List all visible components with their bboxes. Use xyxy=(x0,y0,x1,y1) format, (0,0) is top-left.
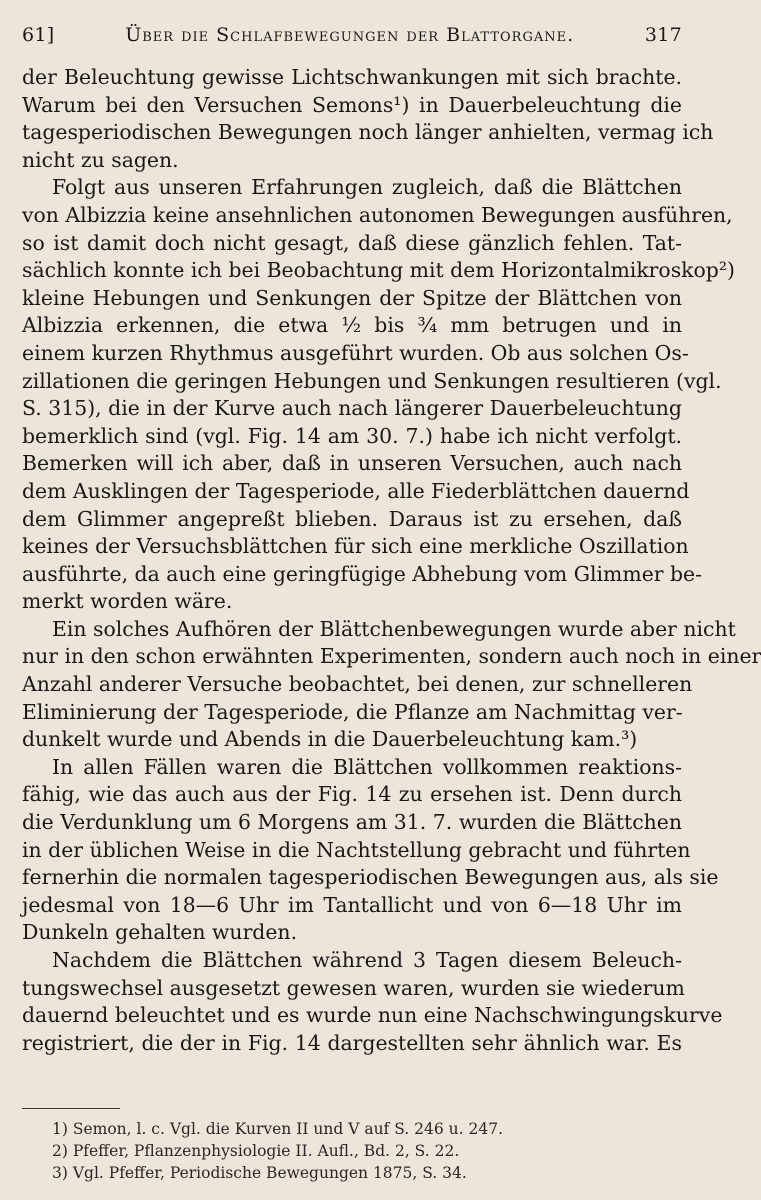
text-line: die Verdunklung um 6 Morgens am 31. 7. wurden die Blättchen xyxy=(22,810,682,835)
text-line: registriert, die der in Fig. 14 dargestellten sehr ähnlich war. Es xyxy=(22,1030,682,1055)
text-line: in der üblichen Weise in die Nachtstellung gebracht und führten xyxy=(22,837,691,862)
text-line: nicht zu sagen. xyxy=(22,147,179,172)
text-line: dunkelt wurde und Abends in die Dauerbeleuchtung kam.³) xyxy=(22,727,638,752)
text-line: tagesperiodischen Bewegungen noch länger anhielten, vermag ich xyxy=(22,120,714,145)
text-line: dem Ausklingen der Tagesperiode, alle Fiederblättchen dauernd xyxy=(22,478,690,503)
text-line: von Albizzia keine ansehnlichen autonomen Bewegungen ausführen, xyxy=(22,202,733,227)
paragraph xyxy=(22,754,719,947)
text-line: bemerklich sind (vgl. Fig. 14 am 30. 7.) habe ich nicht verfolgt. xyxy=(22,423,682,448)
text-line: keines der Versuchsblättchen für sich eine merkliche Oszillation xyxy=(22,534,689,559)
footnote-3: 3) Vgl. Pfeffer, Periodische Bewegungen 1875, S. 34. xyxy=(52,1164,467,1182)
text-line: Albizzia erkennen, die etwa ½ bis ¾ mm betrugen und in xyxy=(22,313,682,338)
text-line: sächlich konnte ich bei Beobachtung mit dem Horizontalmikroskop²) xyxy=(22,258,735,283)
text-line: S. 315), die in der Kurve auch nach längerer Dauerbeleuchtung xyxy=(22,396,682,421)
paragraph xyxy=(22,947,723,1057)
paragraph xyxy=(22,616,761,754)
text-line: Dunkeln gehalten wurden. xyxy=(22,920,298,945)
text-line: fernerhin die normalen tagesperiodischen Bewegungen aus, als sie xyxy=(22,865,719,890)
text-line: merkt worden wäre. xyxy=(22,589,233,614)
running-header xyxy=(22,24,682,60)
text-line: Eliminierung der Tagesperiode, die Pflanze am Nachmittag ver- xyxy=(22,699,683,724)
page-number: 317 xyxy=(644,24,682,46)
text-line: der Beleuchtung gewisse Lichtschwankungen mit sich brachte. xyxy=(22,65,682,89)
text-line: Anzahl anderer Versuche beobachtet, bei denen, zur schnelleren xyxy=(22,672,693,697)
text-line: kleine Hebungen und Senkungen der Spitze der Blättchen von xyxy=(22,285,682,310)
body-text xyxy=(22,64,761,1057)
footnotes xyxy=(52,1118,682,1184)
footnote-rule xyxy=(22,1108,120,1109)
footnote-2: 2) Pfeffer, Pflanzenphysiologie II. Aufl., Bd. 2, S. 22. xyxy=(52,1142,460,1160)
text-line: In allen Fällen waren die Blättchen vollkommen reaktions- xyxy=(52,754,682,779)
section-marker: 61] xyxy=(22,24,55,46)
text-line: dauernd beleuchtet und es wurde nun eine Nachschwingungskurve xyxy=(22,1003,723,1028)
text-line: Folgt aus unseren Erfahrungen zugleich, daß die Blättchen xyxy=(52,175,682,200)
text-line: tungswechsel ausgesetzt gewesen waren, wurden sie wiederum xyxy=(22,975,685,1000)
text-line: Bemerken will ich aber, daß in unseren Versuchen, auch nach xyxy=(22,451,682,476)
text-line: fähig, wie das auch aus der Fig. 14 zu ersehen ist. Denn durch xyxy=(22,782,682,807)
text-line: so ist damit doch nicht gesagt, daß diese gänzlich fehlen. Tat- xyxy=(22,230,682,255)
text-line: ausführte, da auch eine geringfügige Abhebung vom Glimmer be- xyxy=(22,561,702,586)
footnote-1: 1) Semon, l. c. Vgl. die Kurven II und V auf S. 246 u. 247. xyxy=(52,1120,503,1138)
text-line: Ein solches Aufhören der Blättchenbewegungen wurde aber nicht xyxy=(52,616,736,641)
paragraph xyxy=(22,174,735,616)
paragraph xyxy=(22,64,714,174)
text-line: zillationen die geringen Hebungen und Senkungen resultieren (vgl. xyxy=(22,368,722,393)
text-line: Warum bei den Versuchen Semons¹) in Dauerbeleuchtung die xyxy=(22,92,682,117)
text-line: nur in den schon erwähnten Experimenten, sondern auch noch in einer xyxy=(22,644,761,669)
text-line: dem Glimmer angepreßt blieben. Daraus ist zu ersehen, daß xyxy=(22,506,682,531)
running-title: Über die Schlafbewegungen der Blattorgane. xyxy=(125,24,575,46)
text-line: einem kurzen Rhythmus ausgeführt wurden. Ob aus solchen Os- xyxy=(22,340,689,365)
text-line: jedesmal von 18—6 Uhr im Tantallicht und von 6—18 Uhr im xyxy=(22,892,682,917)
text-line: Nachdem die Blättchen während 3 Tagen diesem Beleuch- xyxy=(52,948,682,972)
